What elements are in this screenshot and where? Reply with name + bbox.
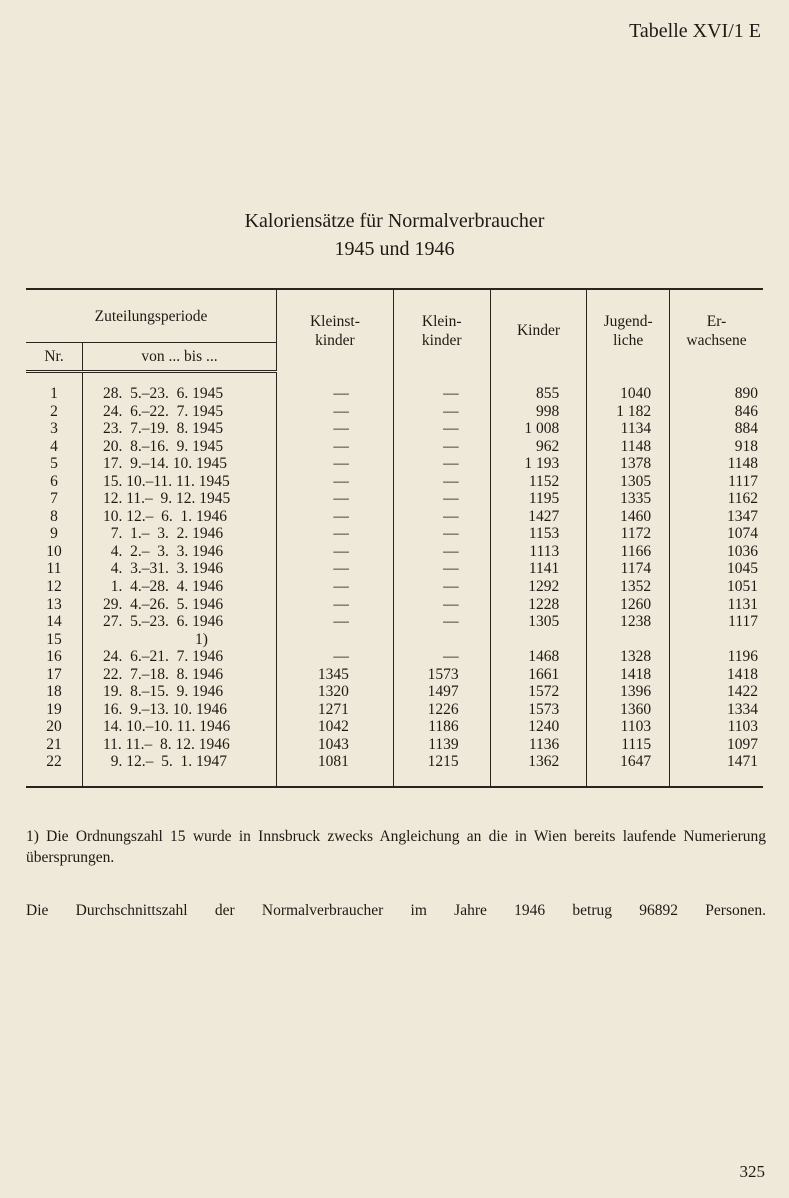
header-von-bis: von ... bis ... bbox=[83, 343, 277, 372]
row-nr: 1 bbox=[50, 385, 58, 402]
table-row bbox=[26, 385, 763, 403]
table-row bbox=[26, 596, 763, 614]
row-nr: 4 bbox=[50, 437, 58, 455]
table-row bbox=[26, 753, 763, 771]
table-reference: Tabelle XVI/1 E bbox=[629, 20, 761, 42]
row-kleinstkinder: — bbox=[277, 543, 394, 561]
row-kinder: 1240 bbox=[490, 718, 587, 736]
title-line-1: Kaloriensätze für Normalverbraucher bbox=[244, 210, 545, 232]
row-jugendliche: 1396 bbox=[587, 683, 670, 701]
table-row bbox=[26, 701, 763, 719]
row-kinder: 855 bbox=[490, 385, 587, 403]
row-erwachsene: 1103 bbox=[670, 718, 763, 736]
row-kleinstkinder: 1320 bbox=[277, 683, 394, 701]
row-kinder: 1141 bbox=[490, 560, 587, 578]
row-period: 28. 5.–23. 6. 1945 bbox=[83, 385, 277, 403]
row-nr: 15 bbox=[46, 630, 62, 648]
table-row bbox=[26, 508, 763, 526]
row-period: 14. 10.–10. 11. 1946 bbox=[83, 718, 277, 736]
row-kleinkinder: — bbox=[393, 473, 490, 491]
row-jugendliche: 1174 bbox=[587, 560, 670, 578]
row-period: 4. 2.– 3. 3. 1946 bbox=[83, 543, 277, 561]
table-row bbox=[26, 560, 763, 578]
row-kleinkinder: — bbox=[393, 525, 490, 543]
row-erwachsene: 1148 bbox=[670, 455, 763, 473]
row-kinder bbox=[490, 631, 587, 649]
row-period: 22. 7.–18. 8. 1946 bbox=[83, 666, 277, 684]
table-row bbox=[26, 718, 763, 736]
row-erwachsene: 1422 bbox=[670, 683, 763, 701]
row-erwachsene: 1196 bbox=[670, 648, 763, 666]
row-erwachsene: 1045 bbox=[670, 560, 763, 578]
row-kleinkinder: — bbox=[393, 403, 490, 421]
row-jugendliche: 1352 bbox=[587, 578, 670, 596]
table-row bbox=[26, 403, 763, 421]
row-kinder: 1152 bbox=[490, 473, 587, 491]
row-nr: 16 bbox=[46, 648, 62, 666]
row-kinder: 1362 bbox=[490, 753, 587, 771]
row-erwachsene: 1117 bbox=[670, 613, 763, 631]
row-kleinkinder: — bbox=[393, 508, 490, 526]
row-period: 7. 1.– 3. 2. 1946 bbox=[83, 525, 277, 543]
row-kleinkinder: — bbox=[393, 648, 490, 666]
row-jugendliche: 1238 bbox=[587, 613, 670, 631]
row-kinder: 1228 bbox=[490, 596, 587, 614]
row-kinder: 1292 bbox=[490, 578, 587, 596]
row-kleinstkinder: — bbox=[277, 525, 394, 543]
row-kinder: 1195 bbox=[490, 490, 587, 508]
row-period: 10. 12.– 6. 1. 1946 bbox=[83, 508, 277, 526]
row-kleinkinder: — bbox=[393, 596, 490, 614]
row-kleinstkinder: — bbox=[277, 560, 394, 578]
row-kinder: 1136 bbox=[490, 736, 587, 754]
table-row bbox=[26, 683, 763, 701]
table-row bbox=[26, 666, 763, 684]
row-kleinstkinder: — bbox=[277, 438, 394, 456]
header-kleinkinder: Klein- kinder bbox=[393, 289, 490, 372]
header-kinder: Kinder bbox=[490, 289, 587, 372]
table-row bbox=[26, 648, 763, 666]
row-erwachsene: 1334 bbox=[670, 701, 763, 719]
row-period: 24. 6.–22. 7. 1945 bbox=[83, 403, 277, 421]
row-nr: 6 bbox=[50, 472, 58, 490]
row-kleinstkinder: — bbox=[277, 578, 394, 596]
row-kinder: 962 bbox=[490, 438, 587, 456]
row-jugendliche: 1335 bbox=[587, 490, 670, 508]
row-kleinkinder: 1497 bbox=[393, 683, 490, 701]
row-kleinkinder: — bbox=[393, 543, 490, 561]
row-kleinkinder: — bbox=[393, 385, 490, 403]
row-jugendliche: 1360 bbox=[587, 701, 670, 719]
row-nr: 5 bbox=[50, 455, 58, 473]
row-jugendliche: 1328 bbox=[587, 648, 670, 666]
row-kleinstkinder: — bbox=[277, 455, 394, 473]
row-period: 23. 7.–19. 8. 1945 bbox=[83, 420, 277, 438]
row-nr: 3 bbox=[50, 420, 58, 438]
row-kinder: 1305 bbox=[490, 613, 587, 631]
row-period: 12. 11.– 9. 12. 1945 bbox=[83, 490, 277, 508]
row-jugendliche: 1647 bbox=[587, 753, 670, 771]
row-erwachsene bbox=[670, 631, 763, 649]
row-nr: 10 bbox=[46, 542, 62, 560]
row-jugendliche: 1115 bbox=[587, 736, 670, 754]
row-jugendliche: 1305 bbox=[587, 473, 670, 491]
row-jugendliche: 1 182 bbox=[587, 403, 670, 421]
row-erwachsene: 1347 bbox=[670, 508, 763, 526]
row-kleinkinder: 1215 bbox=[393, 753, 490, 771]
row-period: 1. 4.–28. 4. 1946 bbox=[83, 578, 277, 596]
row-nr: 7 bbox=[50, 490, 58, 508]
row-kleinstkinder: — bbox=[277, 420, 394, 438]
row-kleinstkinder: — bbox=[277, 613, 394, 631]
row-kleinstkinder bbox=[277, 631, 394, 649]
row-kinder: 998 bbox=[490, 403, 587, 421]
page-title bbox=[0, 207, 789, 263]
row-erwachsene: 884 bbox=[670, 420, 763, 438]
header-jugendliche: Jugend- liche bbox=[587, 289, 670, 372]
row-erwachsene: 890 bbox=[670, 385, 763, 403]
row-kleinstkinder: — bbox=[277, 473, 394, 491]
table-row bbox=[26, 613, 763, 631]
row-kleinkinder: — bbox=[393, 490, 490, 508]
row-jugendliche: 1260 bbox=[587, 596, 670, 614]
row-jugendliche: 1166 bbox=[587, 543, 670, 561]
row-period: 20. 8.–16. 9. 1945 bbox=[83, 438, 277, 456]
row-nr: 11 bbox=[46, 560, 62, 578]
table-row bbox=[26, 543, 763, 561]
row-erwachsene: 1036 bbox=[670, 543, 763, 561]
row-kleinstkinder: 1345 bbox=[277, 666, 394, 684]
row-erwachsene: 1117 bbox=[670, 473, 763, 491]
row-nr: 18 bbox=[46, 683, 62, 701]
row-period: 29. 4.–26. 5. 1946 bbox=[83, 596, 277, 614]
row-kleinstkinder: — bbox=[277, 490, 394, 508]
row-nr: 20 bbox=[46, 718, 62, 736]
row-period: 4. 3.–31. 3. 1946 bbox=[83, 560, 277, 578]
table-row bbox=[26, 473, 763, 491]
row-kinder: 1 008 bbox=[490, 420, 587, 438]
row-period bbox=[83, 631, 277, 649]
row-kleinkinder: — bbox=[393, 560, 490, 578]
row-kinder: 1572 bbox=[490, 683, 587, 701]
header-erwachsene: Er- wachsene bbox=[670, 289, 763, 372]
row-nr: 12 bbox=[46, 578, 62, 596]
row-period: 27. 5.–23. 6. 1946 bbox=[83, 613, 277, 631]
page-number: 325 bbox=[739, 1162, 765, 1181]
table-body bbox=[26, 372, 763, 788]
row-kleinkinder: — bbox=[393, 438, 490, 456]
row-period: 16. 9.–13. 10. 1946 bbox=[83, 701, 277, 719]
title-line-2: 1945 und 1946 bbox=[334, 238, 455, 260]
row-kleinstkinder: 1043 bbox=[277, 736, 394, 754]
footnote-mark: 1) bbox=[195, 630, 208, 648]
row-nr: 9 bbox=[50, 525, 58, 543]
table-row bbox=[26, 455, 763, 473]
row-kleinstkinder: — bbox=[277, 385, 394, 403]
row-erwachsene: 1471 bbox=[670, 753, 763, 771]
row-erwachsene: 1097 bbox=[670, 736, 763, 754]
row-kleinkinder: 1573 bbox=[393, 666, 490, 684]
row-nr: 22 bbox=[46, 753, 62, 771]
row-kinder: 1468 bbox=[490, 648, 587, 666]
row-jugendliche: 1148 bbox=[587, 438, 670, 456]
row-kleinstkinder: — bbox=[277, 403, 394, 421]
row-jugendliche bbox=[587, 631, 670, 649]
row-erwachsene: 1074 bbox=[670, 525, 763, 543]
table-row bbox=[26, 438, 763, 456]
row-jugendliche: 1172 bbox=[587, 525, 670, 543]
row-nr: 13 bbox=[46, 595, 62, 613]
table-row bbox=[26, 525, 763, 543]
row-kinder: 1661 bbox=[490, 666, 587, 684]
footnote: 1) Die Ordnungszahl 15 wurde in Innsbruck zwecks Angleichung an die in Wien bereits laufende Numerierung übersprungen. bbox=[26, 828, 766, 866]
row-period: 15. 10.–11. 11. 1945 bbox=[83, 473, 277, 491]
row-kleinkinder bbox=[393, 631, 490, 649]
row-period: 24. 6.–21. 7. 1946 bbox=[83, 648, 277, 666]
row-jugendliche: 1418 bbox=[587, 666, 670, 684]
row-period: 17. 9.–14. 10. 1945 bbox=[83, 455, 277, 473]
row-jugendliche: 1134 bbox=[587, 420, 670, 438]
row-erwachsene: 846 bbox=[670, 403, 763, 421]
row-period: 9. 12.– 5. 1. 1947 bbox=[83, 753, 277, 771]
row-erwachsene: 1131 bbox=[670, 596, 763, 614]
row-nr: 21 bbox=[46, 735, 62, 753]
header-zuteilungsperiode: Zuteilungsperiode bbox=[26, 289, 277, 343]
row-jugendliche: 1378 bbox=[587, 455, 670, 473]
row-nr: 8 bbox=[50, 507, 58, 525]
row-period: 19. 8.–15. 9. 1946 bbox=[83, 683, 277, 701]
row-nr: 2 bbox=[50, 402, 58, 420]
row-kleinkinder: 1139 bbox=[393, 736, 490, 754]
row-kleinkinder: — bbox=[393, 455, 490, 473]
calorie-table bbox=[26, 288, 763, 788]
row-nr: 19 bbox=[46, 700, 62, 718]
table-row bbox=[26, 490, 763, 508]
row-kleinstkinder: 1042 bbox=[277, 718, 394, 736]
row-jugendliche: 1103 bbox=[587, 718, 670, 736]
row-jugendliche: 1040 bbox=[587, 385, 670, 403]
header-kleinstkinder: Kleinst- kinder bbox=[277, 289, 394, 372]
row-jugendliche: 1460 bbox=[587, 508, 670, 526]
header-nr: Nr. bbox=[26, 343, 83, 372]
row-kleinstkinder: — bbox=[277, 508, 394, 526]
row-kleinstkinder: 1271 bbox=[277, 701, 394, 719]
row-kleinkinder: — bbox=[393, 420, 490, 438]
row-kinder: 1 193 bbox=[490, 455, 587, 473]
row-erwachsene: 1162 bbox=[670, 490, 763, 508]
row-erwachsene: 918 bbox=[670, 438, 763, 456]
row-nr: 17 bbox=[46, 665, 62, 683]
row-kinder: 1427 bbox=[490, 508, 587, 526]
row-erwachsene: 1418 bbox=[670, 666, 763, 684]
row-kleinstkinder: — bbox=[277, 648, 394, 666]
row-kleinkinder: 1226 bbox=[393, 701, 490, 719]
row-erwachsene: 1051 bbox=[670, 578, 763, 596]
row-kinder: 1573 bbox=[490, 701, 587, 719]
row-kinder: 1153 bbox=[490, 525, 587, 543]
summary-text: Die Durchschnittszahl der Normalverbraucher im Jahre 1946 betrug 96892 Personen. bbox=[26, 902, 766, 919]
row-kleinkinder: — bbox=[393, 613, 490, 631]
row-kleinstkinder: 1081 bbox=[277, 753, 394, 771]
row-kinder: 1113 bbox=[490, 543, 587, 561]
table-row bbox=[26, 736, 763, 754]
row-kleinkinder: 1186 bbox=[393, 718, 490, 736]
table-row bbox=[26, 420, 763, 438]
row-nr: 14 bbox=[46, 613, 62, 631]
table-row bbox=[26, 578, 763, 596]
table-row bbox=[26, 631, 763, 649]
row-period: 11. 11.– 8. 12. 1946 bbox=[83, 736, 277, 754]
row-kleinkinder: — bbox=[393, 578, 490, 596]
row-kleinstkinder: — bbox=[277, 596, 394, 614]
